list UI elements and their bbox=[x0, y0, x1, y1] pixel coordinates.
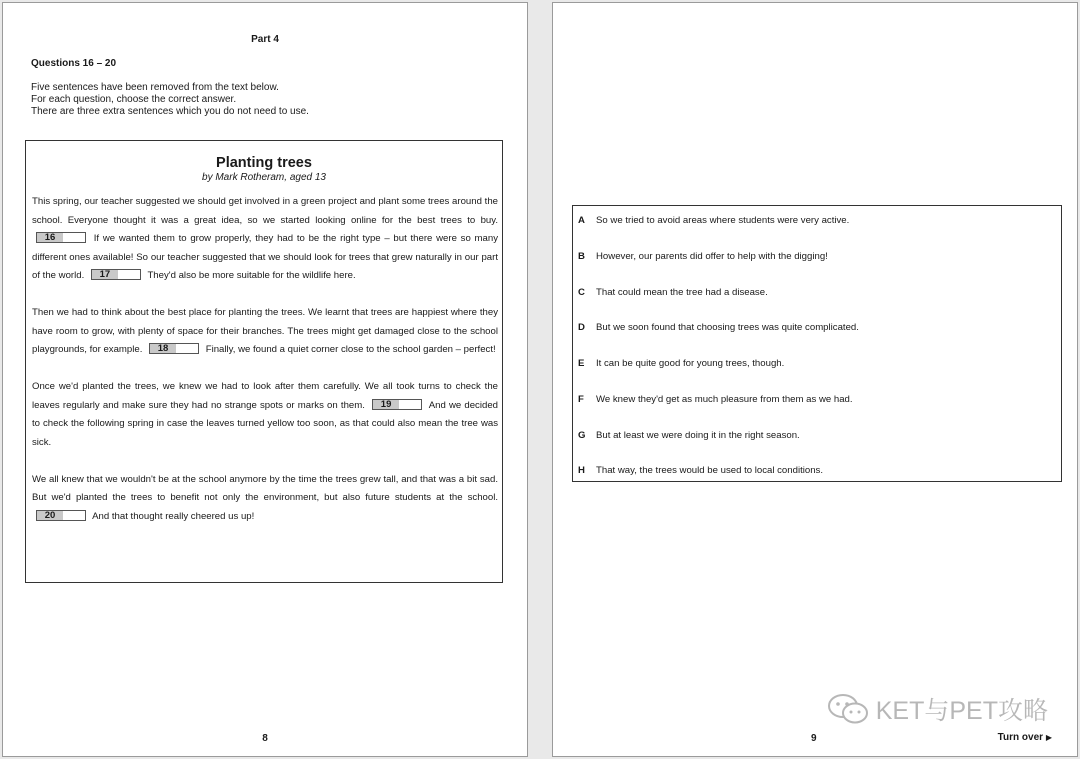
watermark-text: KET与PET攻略 bbox=[875, 697, 1048, 725]
option-text: So we tried to avoid areas where students were very active. bbox=[596, 215, 850, 226]
option-e[interactable] bbox=[578, 358, 784, 369]
option-text: That way, the trees would be used to local conditions. bbox=[596, 465, 824, 476]
gap-20[interactable] bbox=[36, 510, 86, 521]
option-letter: E bbox=[578, 358, 585, 369]
gap-19[interactable] bbox=[372, 399, 422, 410]
page-right bbox=[552, 2, 1078, 757]
instruction-line: Five sentences have been removed from the text below. bbox=[31, 82, 279, 93]
gap-number: 18 bbox=[150, 344, 176, 353]
text-span: We all knew that we wouldn't be at the school anymore by the time the trees grew tall, and that was a bit sad. But we'd planted the trees to benefit not only the environment, but also future students at the school. bbox=[32, 473, 498, 504]
wechat-icon bbox=[826, 693, 870, 725]
page-left bbox=[2, 2, 528, 757]
option-c[interactable] bbox=[578, 287, 768, 298]
option-g[interactable] bbox=[578, 430, 800, 441]
gap-number: 19 bbox=[373, 400, 399, 409]
article-box bbox=[25, 140, 503, 583]
article-byline: by Mark Rotheram, aged 13 bbox=[202, 172, 326, 183]
turn-over bbox=[998, 732, 1052, 743]
option-text: But at least we were doing it in the right season. bbox=[596, 430, 800, 441]
gap-number: 17 bbox=[92, 270, 118, 279]
instruction-line: For each question, choose the correct answer. bbox=[31, 94, 237, 105]
option-text: But we soon found that choosing trees was quite complicated. bbox=[596, 322, 859, 333]
option-letter: B bbox=[578, 251, 585, 262]
text-span: Then we had to think about the best place for planting the trees. We learnt that trees are happiest where they have room to grow, with plenty of space for their branches. The trees might get damaged close to the school playgrounds, for example. bbox=[32, 307, 498, 356]
text-span: And we decided to check the following spring in case the leaves turned yellow too soon, as that could also mean the tree was sick. bbox=[32, 399, 498, 448]
part-title: Part 4 bbox=[251, 34, 279, 45]
instruction-line: There are three extra sentences which you do not need to use. bbox=[31, 106, 309, 117]
option-text: It can be quite good for young trees, though. bbox=[596, 358, 785, 369]
gap-16[interactable] bbox=[36, 232, 86, 243]
option-a[interactable] bbox=[578, 215, 849, 226]
gap-number: 20 bbox=[37, 511, 63, 520]
option-letter: F bbox=[578, 394, 584, 405]
option-f[interactable] bbox=[578, 394, 853, 405]
text-span: Once we'd planted the trees, we knew we had to look after them carefully. We all took turns to check the leaves regularly and make sure they had no strange spots or marks on them. bbox=[32, 381, 498, 411]
gap-number: 16 bbox=[37, 233, 63, 242]
paragraph-1 bbox=[32, 193, 498, 286]
option-letter: H bbox=[578, 465, 585, 476]
text-span: This spring, our teacher suggested we should get involved in a green project and plant some trees around the school. Everyone thought it was a great idea, so we started looking online for the best trees to buy. bbox=[32, 196, 498, 226]
paragraph-2 bbox=[32, 304, 498, 360]
article-title: Planting trees bbox=[216, 155, 312, 171]
watermark bbox=[826, 691, 1048, 727]
page-number: 8 bbox=[262, 733, 268, 744]
text-span: And that thought really cheered us up! bbox=[92, 510, 255, 522]
option-letter: C bbox=[578, 287, 585, 298]
option-d[interactable] bbox=[578, 322, 859, 333]
questions-range: Questions 16 – 20 bbox=[31, 58, 117, 69]
option-letter: G bbox=[578, 430, 586, 441]
option-letter: A bbox=[578, 215, 585, 226]
paragraph-3 bbox=[32, 378, 498, 452]
option-text: We knew they'd get as much pleasure from them as we had. bbox=[596, 394, 853, 405]
play-triangle-icon: ▶ bbox=[1045, 733, 1052, 742]
option-b[interactable] bbox=[578, 251, 828, 262]
gap-18[interactable] bbox=[149, 343, 199, 354]
page-number: 9 bbox=[811, 733, 817, 744]
text-span: If we wanted them to grow properly, they had to be the right type – but there were so many different ones available! So our teacher suggested that we should look for trees that grew naturally in our part of the world. bbox=[32, 233, 498, 282]
options-box bbox=[572, 205, 1062, 482]
option-text: That could mean the tree had a disease. bbox=[596, 287, 768, 298]
gap-17[interactable] bbox=[91, 269, 141, 280]
article-body bbox=[32, 193, 498, 545]
option-text: However, our parents did offer to help with the digging! bbox=[596, 251, 828, 262]
option-letter: D bbox=[578, 322, 585, 333]
paragraph-4 bbox=[32, 471, 498, 527]
turn-over-label: Turn over bbox=[997, 732, 1044, 743]
option-h[interactable] bbox=[578, 465, 823, 476]
instructions bbox=[31, 82, 309, 118]
text-span: They'd also be more suitable for the wildlife here. bbox=[147, 270, 356, 282]
text-span: Finally, we found a quiet corner close to the school garden – perfect! bbox=[205, 344, 496, 356]
